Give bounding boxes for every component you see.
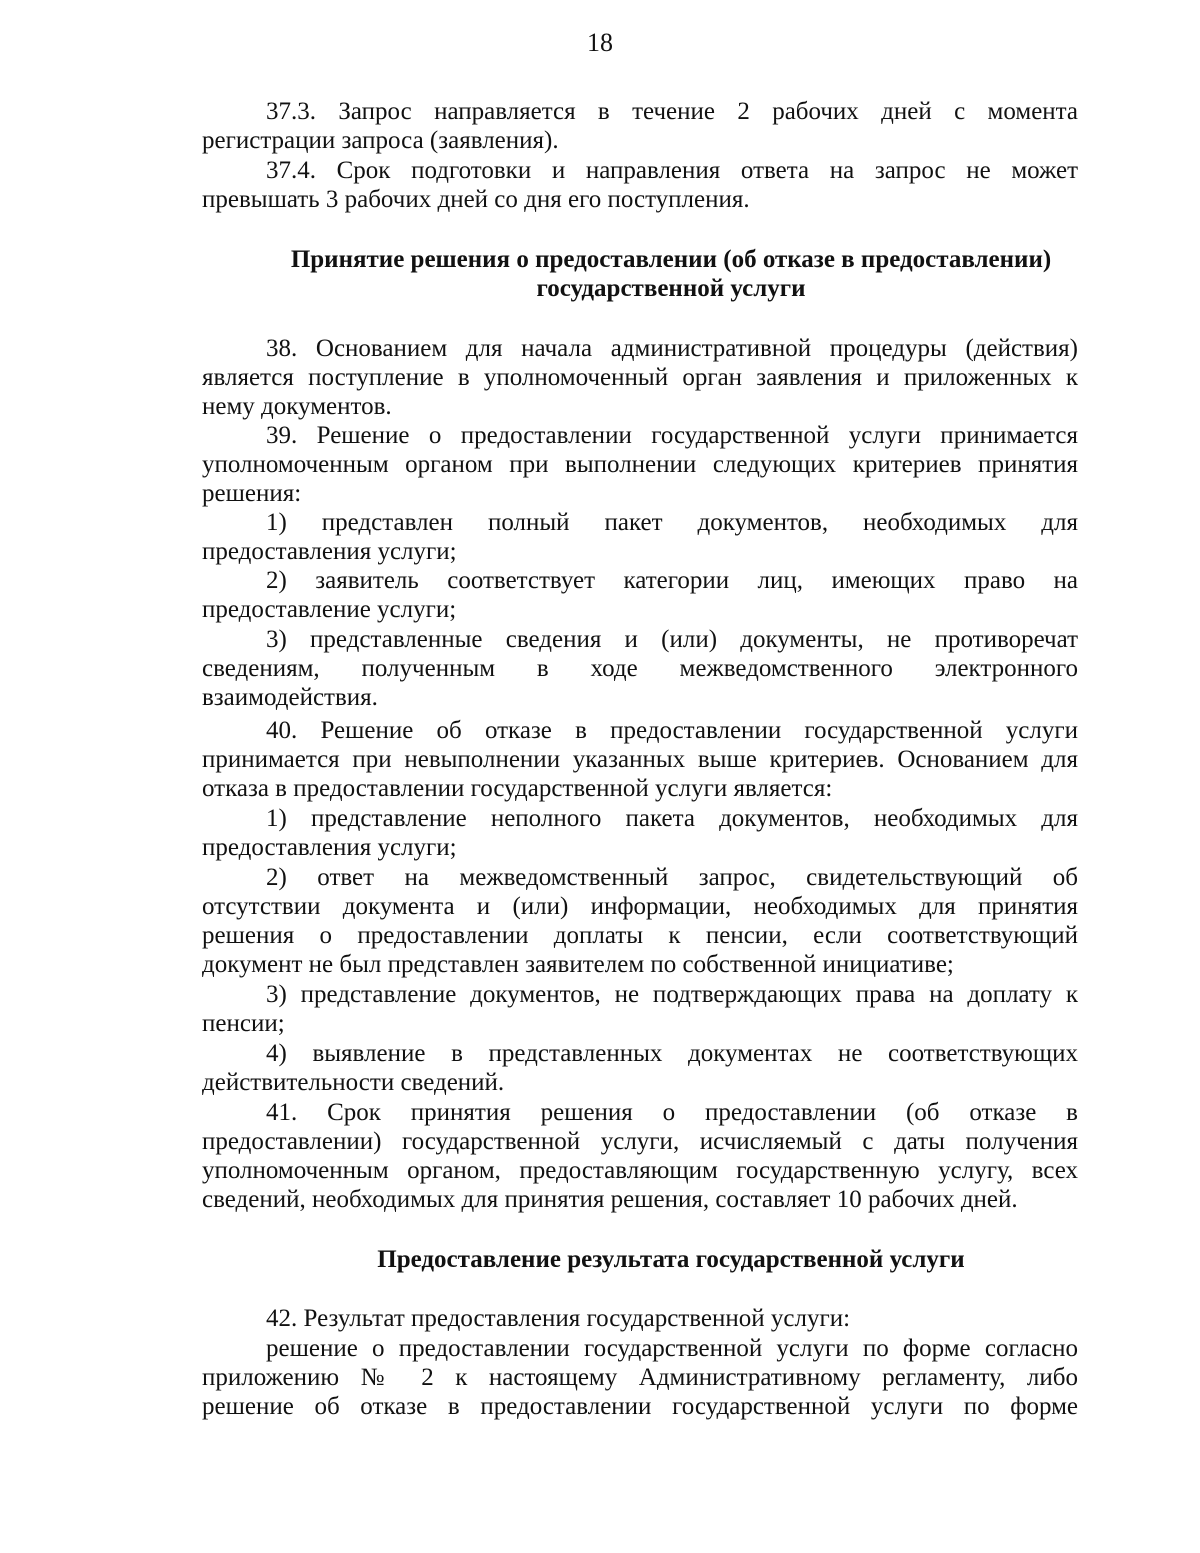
section-heading-decision-line-1: Принятие решения о предоставлении (об отказе в предоставлении) (290, 246, 1052, 273)
paragraph-39-item-1-line-2: предоставления услуги; (202, 538, 457, 565)
paragraph-40-item-4-line-1: 4) выявление в представленных документах не соответствующих (266, 1040, 1078, 1067)
section-heading-decision-line-2: государственной услуги (536, 275, 806, 302)
page-number: 18 (587, 28, 613, 57)
paragraph-38-line-1: 38. Основанием для начала административной процедуры (действия) (266, 335, 1078, 362)
paragraph-37-3-line-1: 37.3. Запрос направляется в течение 2 рабочих дней с момента (266, 98, 1078, 125)
paragraph-39-item-3-line-3: взаимодействия. (202, 684, 378, 711)
paragraph-38-line-3: нему документов. (202, 393, 392, 420)
paragraph-40-item-1-line-2: предоставления услуги; (202, 834, 457, 861)
paragraph-41-line-1: 41. Срок принятия решения о предоставлении (об отказе в (266, 1099, 1078, 1126)
paragraph-41-line-4: сведений, необходимых для принятия решения, составляет 10 рабочих дней. (202, 1186, 1018, 1213)
paragraph-42: 42. Результат предоставления государственной услуги: (266, 1305, 851, 1332)
paragraph-39-line-3: решения: (202, 480, 302, 507)
paragraph-40-item-2-line-2: отсутствии документа и (или) информации, необходимых для принятия (202, 893, 1078, 920)
section-heading-result: Предоставление результата государственной услуги (377, 1246, 965, 1273)
paragraph-37-4-line-1: 37.4. Срок подготовки и направления ответа на запрос не может (266, 157, 1078, 184)
paragraph-39-item-2-line-2: предоставление услуги; (202, 596, 457, 623)
paragraph-42-a-line-1: решение о предоставлении государственной услуги по форме согласно (266, 1335, 1078, 1362)
paragraph-39-line-2: уполномоченным органом при выполнении следующих критериев принятия (202, 451, 1078, 478)
paragraph-39-line-1: 39. Решение о предоставлении государственной услуги принимается (266, 422, 1078, 449)
paragraph-39-item-2-line-1: 2) заявитель соответствует категории лиц, имеющих право на (266, 567, 1078, 594)
paragraph-39-item-1-line-1: 1) представлен полный пакет документов, необходимых для (266, 509, 1078, 536)
paragraph-37-4-line-2: превышать 3 рабочих дней со дня его поступления. (202, 186, 750, 213)
paragraph-40-item-3-line-2: пенсии; (202, 1010, 285, 1037)
paragraph-40-item-2-line-4: документ не был представлен заявителем по собственной инициативе; (202, 951, 954, 978)
paragraph-40-item-2-line-3: решения о предоставлении доплаты к пенсии, если соответствующий (202, 922, 1078, 949)
paragraph-40-line-1: 40. Решение об отказе в предоставлении государственной услуги (266, 717, 1078, 744)
paragraph-41-line-3: уполномоченным органом, предоставляющим государственную услугу, всех (202, 1157, 1078, 1184)
paragraph-39-item-3-line-2: сведениям, полученным в ходе межведомственного электронного (202, 655, 1078, 682)
paragraph-42-a-line-2: приложению № 2 к настоящему Административному регламенту, либо (202, 1364, 1078, 1391)
paragraph-40-item-1-line-1: 1) представление неполного пакета документов, необходимых для (266, 805, 1078, 832)
paragraph-40-item-3-line-1: 3) представление документов, не подтверждающих права на доплату к (266, 981, 1078, 1008)
paragraph-40-item-2-line-1: 2) ответ на межведомственный запрос, свидетельствующий об (266, 864, 1078, 891)
paragraph-40-line-2: принимается при невыполнении указанных выше критериев. Основанием для (202, 746, 1078, 773)
paragraph-42-a-line-3: решение об отказе в предоставлении государственной услуги по форме (202, 1393, 1078, 1420)
paragraph-39-item-3-line-1: 3) представленные сведения и (или) документы, не противоречат (266, 626, 1078, 653)
paragraph-37-3-line-2: регистрации запроса (заявления). (202, 127, 559, 154)
paragraph-41-line-2: предоставлении) государственной услуги, исчисляемый с даты получения (202, 1128, 1078, 1155)
paragraph-40-item-4-line-2: действительности сведений. (202, 1069, 505, 1096)
paragraph-38-line-2: является поступление в уполномоченный орган заявления и приложенных к (202, 364, 1078, 391)
paragraph-40-line-3: отказа в предоставлении государственной услуги является: (202, 775, 833, 802)
